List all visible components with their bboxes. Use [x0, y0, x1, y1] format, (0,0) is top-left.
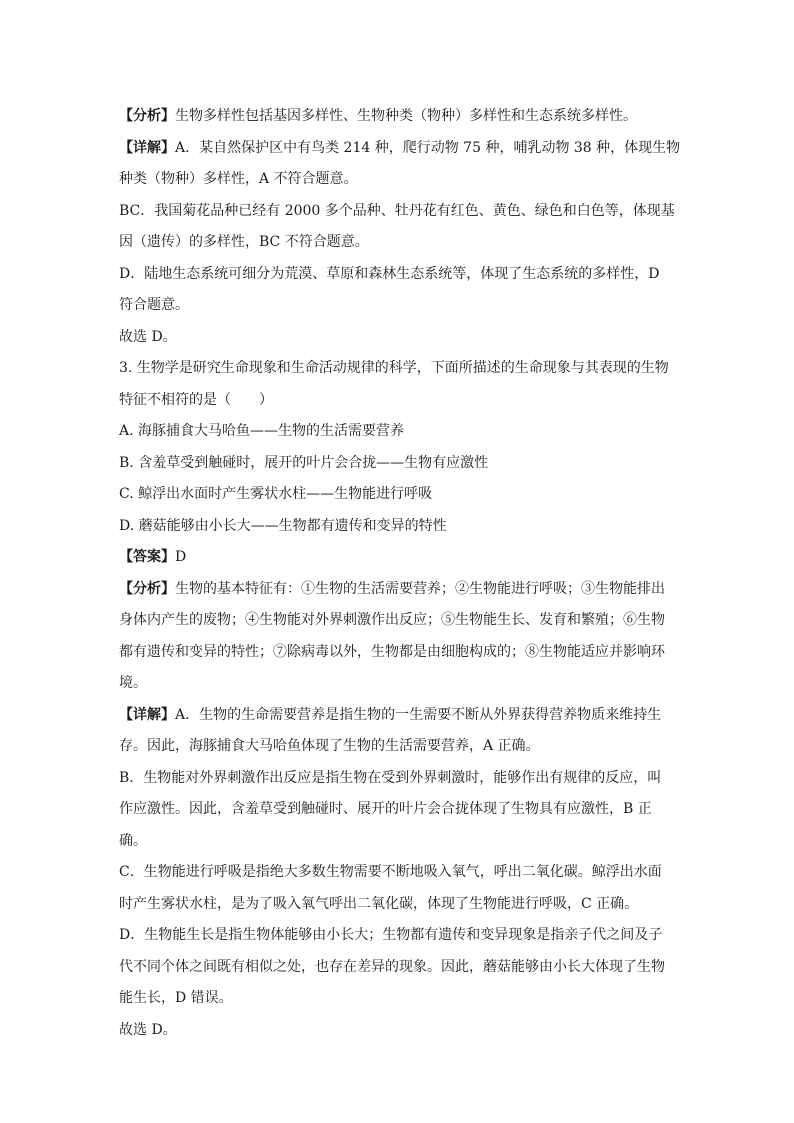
text-line	[119, 731, 679, 763]
line-text: BC．我国菊花品种已经有 2000 多个品种、牡丹花有红色、黄色、绿色和白色等，体现基	[119, 202, 675, 219]
line-text: C. 鲸浮出水面时产生雾状水柱——生物能进行呼吸	[119, 486, 433, 502]
line-text: D. 蘑菇能够由小长大——生物都有遗传和变异的特性	[119, 517, 447, 534]
text-line	[119, 983, 679, 1015]
line-text: D．生物能生长是指生物体能够由小长大；生物都有遗传和变异现象是指亲子代之间及子	[119, 927, 663, 943]
line-text: 故选 D。	[119, 1021, 177, 1038]
line-text: 都有遗传和变异的特性；⑦除病毒以外，生物都是由细胞构成的；⑧生物能适应并影响环	[119, 643, 665, 660]
line-text: 确。	[119, 832, 147, 849]
line-text: C．生物能进行呼吸是指绝大多数生物需要不断地吸入氧气，呼出二氧化碳。鲸浮出水面	[119, 864, 662, 880]
document-body	[119, 101, 679, 1046]
text-line	[119, 164, 679, 196]
line-text: 故选 D。	[119, 328, 177, 345]
line-text: 能生长，D 错误。	[119, 990, 233, 1006]
line-text: B. 含羞草受到触碰时，展开的叶片会合拢——生物有应激性	[119, 454, 489, 471]
line-text: 因（遗传）的多样性，BC 不符合题意。	[119, 234, 369, 250]
line-text: 身体内产生的废物；④生物能对外界刺激作出反应；⑤生物能生长、发育和繁殖；⑥生物	[119, 612, 665, 628]
text-line	[119, 826, 679, 858]
section-tag: 【分析】	[119, 580, 175, 597]
text-line	[119, 290, 679, 322]
line-text: D．陆地生态系统可细分为荒漠、草原和森林生态系统等，体现了生态系统的多样性，D	[119, 265, 660, 282]
text-line	[119, 101, 679, 133]
text-line	[119, 889, 679, 921]
text-line	[119, 857, 679, 889]
line-text: 符合题意。	[119, 297, 189, 313]
line-text: 生物多样性包括基因多样性、生物种类（物种）多样性和生态系统多样性。	[175, 108, 637, 124]
text-line	[119, 322, 679, 354]
line-text: A. 海豚捕食大马哈鱼——生物的生活需要营养	[119, 423, 405, 439]
text-line	[119, 479, 679, 511]
line-text: 特征不相符的是（ ）	[119, 391, 273, 408]
text-line	[119, 542, 679, 574]
line-text: 生物的基本特征有：①生物的生活需要营养；②生物能进行呼吸；③生物能排出	[175, 580, 665, 597]
line-text: 作应激性。因此，含羞草受到触碰时、展开的叶片会合拢体现了生物具有应激性，B 正	[119, 801, 652, 817]
text-line	[119, 353, 679, 385]
text-line	[119, 668, 679, 700]
text-line	[119, 605, 679, 637]
line-text: A．某自然保护区中有鸟类 214 种，爬行动物 75 种，哺乳动物 38 种，体现生物	[175, 139, 681, 156]
text-line	[119, 133, 679, 165]
text-line	[119, 794, 679, 826]
section-tag: 【答案】	[119, 549, 175, 565]
line-text: 境。	[119, 675, 147, 691]
text-line	[119, 416, 679, 448]
text-line	[119, 637, 679, 669]
text-line	[119, 448, 679, 480]
section-tag: 【详解】	[119, 139, 175, 156]
section-tag: 【分析】	[119, 108, 175, 124]
text-line	[119, 227, 679, 259]
line-text: 存。因此，海豚捕食大马哈鱼体现了生物的生活需要营养，A 正确。	[119, 738, 540, 754]
line-text: A．生物的生命需要营养是指生物的一生需要不断从外界获得营养物质来维持生	[175, 706, 662, 723]
text-line	[119, 385, 679, 417]
text-line	[119, 920, 679, 952]
text-line	[119, 259, 679, 291]
section-tag: 【详解】	[119, 706, 175, 723]
text-line	[119, 574, 679, 606]
text-line	[119, 952, 679, 984]
text-line	[119, 763, 679, 795]
text-line	[119, 511, 679, 543]
line-text: 3. 生物学是研究生命现象和生命活动规律的科学，下面所描述的生命现象与其表现的生物	[119, 360, 669, 376]
line-text: D	[175, 549, 187, 565]
line-text: 种类（物种）多样性，A 不符合题意。	[119, 171, 358, 187]
line-text: 代不同个体之间既有相似之处，也存在差异的现象。因此，蘑菇能够由小长大体现了生物	[119, 958, 665, 975]
text-line	[119, 700, 679, 732]
line-text: B．生物能对外界刺激作出反应是指生物在受到外界刺激时，能够作出有规律的反应，叫	[119, 769, 662, 786]
text-line	[119, 196, 679, 228]
line-text: 时产生雾状水柱，是为了吸入氧气呼出二氧化碳，体现了生物能进行呼吸，C 正确。	[119, 895, 639, 912]
text-line	[119, 1015, 679, 1047]
